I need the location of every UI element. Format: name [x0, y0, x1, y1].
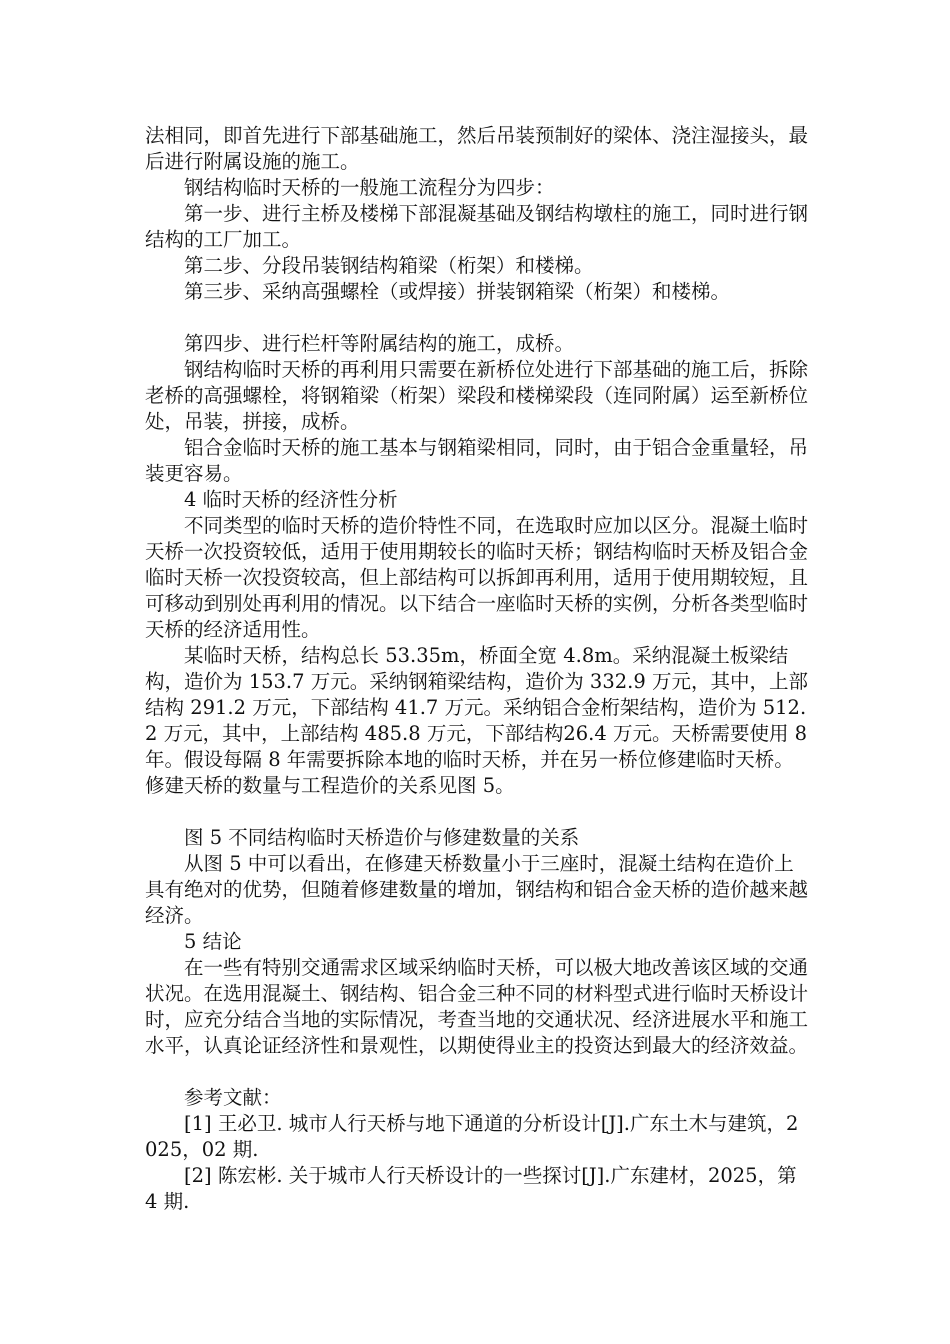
paragraph-step-two: 第二步、分段吊装钢结构箱梁（桁架）和楼梯。	[184, 254, 594, 277]
paragraph-construction-method: 法相同，即首先进行下部基础施工，然后吊装预制好的梁体、浇注湿接头，最后进行附属设施的施工。	[145, 124, 809, 173]
paragraph-step-three: 第三步、采纳高强螺栓（或焊接）拼装钢箱梁（桁架）和楼梯。	[184, 280, 731, 303]
figure-caption: 图 5 不同结构临时天桥造价与修建数量的关系	[184, 826, 580, 849]
reference-item: [1] 王必卫. 城市人行天桥与地下通道的分析设计[J].广东土木与建筑，2025，02 期.	[145, 1112, 799, 1161]
section-heading-economic-analysis: 4 临时天桥的经济性分析	[184, 488, 398, 511]
blank-line	[145, 799, 809, 825]
references-heading: 参考文献：	[184, 1086, 282, 1109]
reference-item: [2] 陈宏彬. 关于城市人行天桥设计的一些探讨[J].广东建材，2025，第 4 期.	[145, 1164, 797, 1213]
blank-line	[145, 1059, 809, 1085]
blank-line	[145, 305, 809, 331]
paragraph-steel-reuse: 钢结构临时天桥的再利用只需要在新桥位处进行下部基础的施工后，拆除老桥的高强螺栓，将钢箱梁（桁架）梁段和楼梯梁段（连同附属）运至新桥位处，吊装，拼接，成桥。	[145, 358, 809, 433]
paragraph-example-bridge: 某临时天桥，结构总长 53.35m，桥面全宽 4.8m。采纳混凝土板梁结构，造价为 153.7 万元。采纳钢箱梁结构，造价为 332.9 万元，其中，上部结构 291.2 万元，下部结构 41.7 万元。采纳铝合金桁架结构，造价为 512.2 万元，其中，上部结构 485.8 万元，下部结构26.4 万元。天桥需要使用 8 年。假设每隔 8 年需要拆除本地的临时天桥，并在另一桥位修建临时天桥。修建天桥的数量与工程造价的关系见图 5。	[145, 644, 808, 797]
document-body	[145, 123, 809, 1215]
paragraph-aluminum-construction: 铝合金临时天桥的施工基本与钢箱梁相同，同时，由于铝合金重量轻，吊装更容易。	[145, 436, 809, 485]
paragraph-conclusion: 在一些有特别交通需求区域采纳临时天桥，可以极大地改善该区域的交通状况。在选用混凝土、钢结构、铝合金三种不同的材料型式进行临时天桥设计时，应充分结合当地的实际情况，考查当地的交通状况、经济进展水平和施工水平，认真论证经济性和景观性，以期使得业主的投资达到最大的经济效益。	[145, 956, 809, 1057]
paragraph-figure-analysis: 从图 5 中可以看出，在修建天桥数量小于三座时，混凝土结构在造价上具有绝对的优势，但随着修建数量的增加，钢结构和铝合金天桥的造价越来越经济。	[145, 852, 809, 927]
paragraph-step-one: 第一步、进行主桥及楼梯下部混凝基础及钢结构墩柱的施工，同时进行钢结构的工厂加工。	[145, 202, 809, 251]
paragraph-steel-process-intro: 钢结构临时天桥的一般施工流程分为四步：	[184, 176, 555, 199]
section-heading-conclusion: 5 结论	[184, 930, 242, 953]
paragraph-cost-characteristics: 不同类型的临时天桥的造价特性不同，在选取时应加以区分。混凝土临时天桥一次投资较低，适用于使用期较长的临时天桥；钢结构临时天桥及铝合金临时天桥一次投资较高，但上部结构可以拆卸再利用，适用于使用期较短，且可移动到别处再利用的情况。以下结合一座临时天桥的实例，分析各类型临时天桥的经济适用性。	[145, 514, 809, 641]
paragraph-step-four: 第四步、进行栏杆等附属结构的施工，成桥。	[184, 332, 575, 355]
